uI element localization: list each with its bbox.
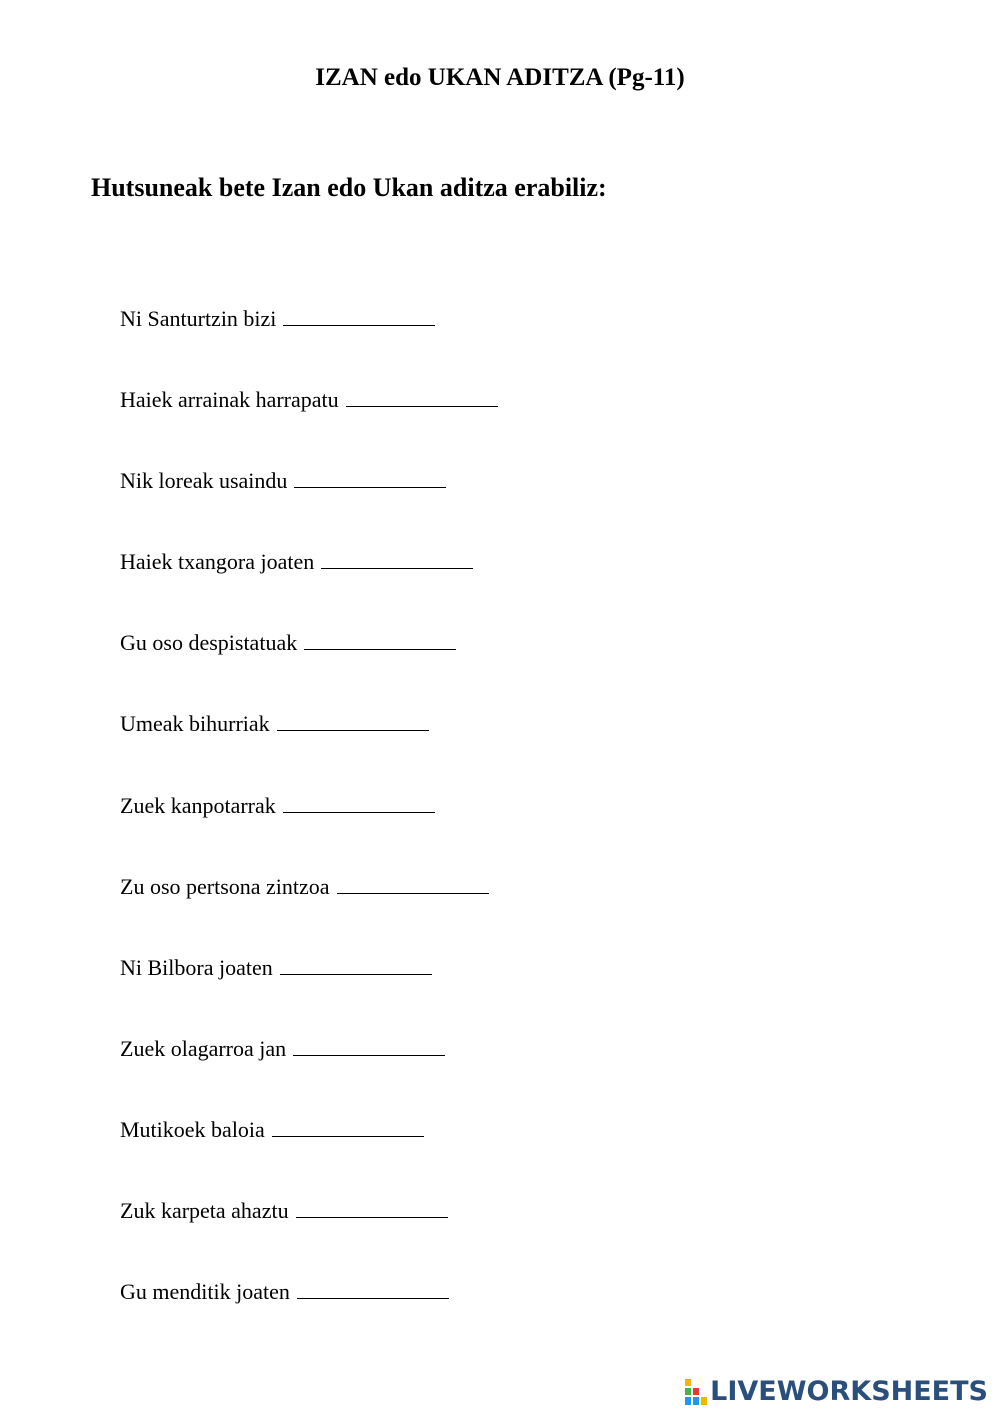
logo-block-blue-2 [693, 1397, 699, 1405]
exercise-sentence: Gu menditik joaten [120, 1279, 290, 1305]
answer-blank[interactable] [297, 1276, 449, 1299]
answer-blank[interactable] [283, 790, 435, 813]
answer-blank[interactable] [272, 1114, 424, 1137]
page-title: IZAN edo UKAN ADITZA (Pg-11) [315, 64, 685, 91]
exercise-sentence: Zuek kanpotarrak [120, 792, 276, 818]
exercise-item [120, 871, 498, 952]
answer-blank[interactable] [296, 1195, 448, 1218]
exercise-item [120, 708, 498, 789]
exercise-item [120, 465, 498, 546]
answer-blank[interactable] [337, 871, 489, 894]
answer-blank[interactable] [346, 384, 498, 407]
exercise-item [120, 384, 498, 465]
answer-blank[interactable] [321, 546, 473, 569]
exercise-item [120, 303, 498, 384]
exercise-item [120, 790, 498, 871]
exercise-sentence: Mutikoek baloia [120, 1116, 265, 1142]
exercise-sentence: Ni Bilbora joaten [120, 954, 273, 980]
exercise-sentence: Gu oso despistatuak [120, 630, 298, 656]
exercise-item [120, 1276, 498, 1357]
exercise-sentence: Umeak bihurriak [120, 711, 270, 737]
exercise-sentence: Zu oso pertsona zintzoa [120, 873, 330, 899]
exercise-item [120, 1114, 498, 1195]
logo-block-green [685, 1388, 691, 1395]
liveworksheets-logo-icon [685, 1379, 707, 1405]
exercise-item [120, 546, 498, 627]
exercise-item [120, 627, 498, 708]
answer-blank[interactable] [294, 465, 446, 488]
logo-block-red [693, 1388, 699, 1395]
exercise-list [120, 303, 498, 1357]
answer-blank[interactable] [277, 708, 429, 731]
exercise-sentence: Zuk karpeta ahaztu [120, 1198, 289, 1224]
exercise-sentence: Nik loreak usaindu [120, 468, 288, 494]
exercise-sentence: Ni Santurtzin bizi [120, 306, 277, 331]
exercise-sentence: Haiek arrainak harrapatu [120, 387, 339, 413]
exercise-item [120, 1033, 498, 1114]
liveworksheets-brand [685, 1376, 988, 1408]
instruction-heading: Hutsuneak bete Izan edo Ukan aditza erabiliz: [91, 173, 607, 202]
exercise-item [120, 1195, 498, 1276]
logo-block-blue [685, 1397, 691, 1405]
logo-block-yellow [685, 1379, 691, 1386]
answer-blank[interactable] [293, 1033, 445, 1056]
exercise-item [120, 952, 498, 1033]
exercise-sentence: Haiek txangora joaten [120, 549, 315, 575]
answer-blank[interactable] [304, 627, 456, 650]
logo-block-yellow-2 [701, 1397, 707, 1405]
brand-name: LIVEWORKSHEETS [710, 1376, 988, 1407]
answer-blank[interactable] [280, 952, 432, 975]
exercise-sentence: Zuek olagarroa jan [120, 1035, 287, 1061]
answer-blank[interactable] [283, 303, 435, 326]
